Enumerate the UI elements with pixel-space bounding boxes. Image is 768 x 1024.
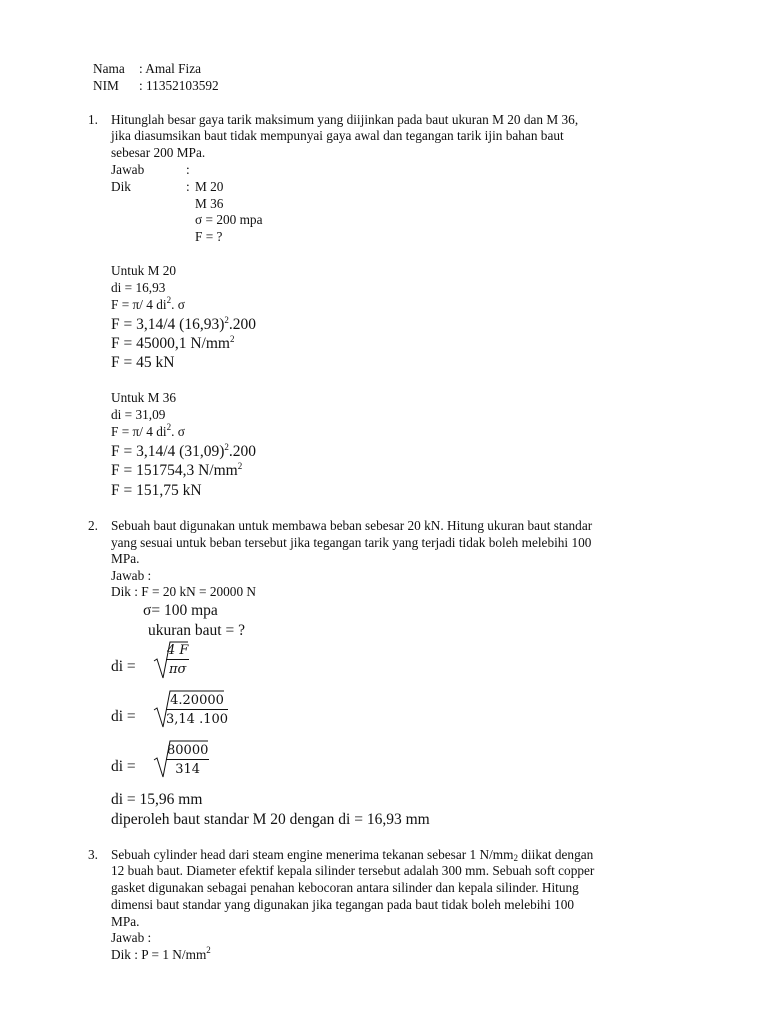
q2-di-label: di = (111, 708, 136, 725)
q3-jawab: Jawab : (111, 930, 152, 945)
q2-sigma: σ= 100 mpa (143, 602, 218, 619)
q2-result: di = 15,96 mm (111, 791, 203, 808)
m20-result-kn: F = 45 kN (111, 354, 175, 371)
q1-dik-label: Dik (111, 179, 131, 194)
q1-text-line: sebesar 200 MPa. (111, 145, 206, 160)
q3-text-line: Sebuah cylinder head dari steam engine menerima tekanan sebesar 1 N/mm2 diikat dengan (111, 847, 594, 863)
q1-jawab-label: Jawab (111, 162, 145, 177)
q2-text-line: MPa. (111, 551, 140, 566)
q2-fraction-1-numerator: 4 F (167, 643, 189, 658)
q2-fraction-1-denominator: πσ (169, 662, 187, 677)
q3-text-line: dimensi baut standar yang digunakan jika tegangan pada baut tidak boleh melebihi 100 (111, 897, 575, 912)
q2-fraction-3-denominator: 314 (175, 762, 201, 777)
q2-fraction-3 (166, 743, 209, 777)
m36-result-kn: F = 151,75 kN (111, 482, 202, 499)
q2-fraction-1 (166, 643, 189, 677)
q2-dik: Dik : F = 20 kN = 20000 N (111, 584, 257, 599)
q2-number: 2. (88, 518, 98, 533)
m20-result-nmm: F = 45000,1 $N/mm^2$ (111, 334, 235, 352)
nama-value: : Amal Fiza (139, 61, 202, 76)
q1-text-line: Hitunglah besar gaya tarik maksimum yang diijinkan pada baut ukuran M 20 dan M 36, (111, 112, 579, 127)
q1-dik-item: M 20 (195, 179, 224, 194)
q2-text-line: yang sesuai untuk beban tersebut jika tegangan tarik yang terjadi tidak boleh melebihi 100 (111, 535, 592, 550)
q1-dik-item: M 36 (195, 196, 224, 211)
q1-dik-colon: : (186, 179, 190, 194)
m36-formula: F = π/ 4 $di^2$. σ (111, 422, 185, 439)
q3-text-line: gasket digunakan sebagai penahan kebocoran antara silinder dan kepala silinder. Hitung (111, 880, 579, 895)
m20-formula: F = π/ 4 $di^2$. σ (111, 295, 185, 312)
q3-number: 3. (88, 847, 98, 862)
q3-text-line: 12 buah baut. Diameter efektif kepala silinder tersebut adalah 300 mm. Sebuah soft copper (111, 863, 595, 878)
q2-fraction-2-denominator: 3,14 .100 (166, 712, 229, 727)
m20-substitution: F = 3,14/4 $(16,93)^2.200$ (111, 315, 256, 333)
q2-fraction-2-numerator: 4.20000 (166, 693, 228, 710)
q2-text-line: Sebuah baut digunakan untuk membawa beban sebesar 20 kN. Hitung ukuran baut standar (111, 518, 593, 533)
q2-jawab: Jawab : (111, 568, 152, 583)
m36-substitution: F = 3,14/4 $(31,09)^2.200$ (111, 442, 256, 460)
q2-ukuran: ukuran baut = ? (148, 622, 245, 639)
q3-dik: Dik : P = 1 $N/mm^2$ (111, 945, 211, 962)
nim-value: : 11352103592 (139, 78, 219, 93)
nim-label: NIM (93, 78, 119, 93)
q2-fraction-3-numerator: 80000 (167, 743, 209, 758)
m36-heading: Untuk M 36 (111, 390, 177, 405)
q2-conclusion: diperoleh baut standar M 20 dengan di = 16,93 mm (111, 811, 430, 828)
q1-dik-item: σ = 200 mpa (195, 212, 263, 227)
q1-text-line: jika diasumsikan baut tidak mempunyai gaya awal dan tegangan tarik ijin bahan baut (111, 128, 564, 143)
m20-di: di = 16,93 (111, 280, 166, 295)
q1-number: 1. (88, 112, 98, 127)
m36-di: di = 31,09 (111, 407, 166, 422)
q3-text-line: MPa. (111, 914, 140, 929)
q2-fraction-2 (166, 693, 228, 727)
q1-dik-item: F = ? (195, 229, 223, 244)
m20-heading: Untuk M 20 (111, 263, 177, 278)
nama-label: Nama (93, 61, 125, 76)
m36-result-nmm: F = 151754,3 $N/mm^2$ (111, 461, 243, 479)
q1-jawab-colon: : (186, 162, 190, 177)
q2-di-label: di = (111, 658, 136, 675)
q2-di-label: di = (111, 758, 136, 775)
